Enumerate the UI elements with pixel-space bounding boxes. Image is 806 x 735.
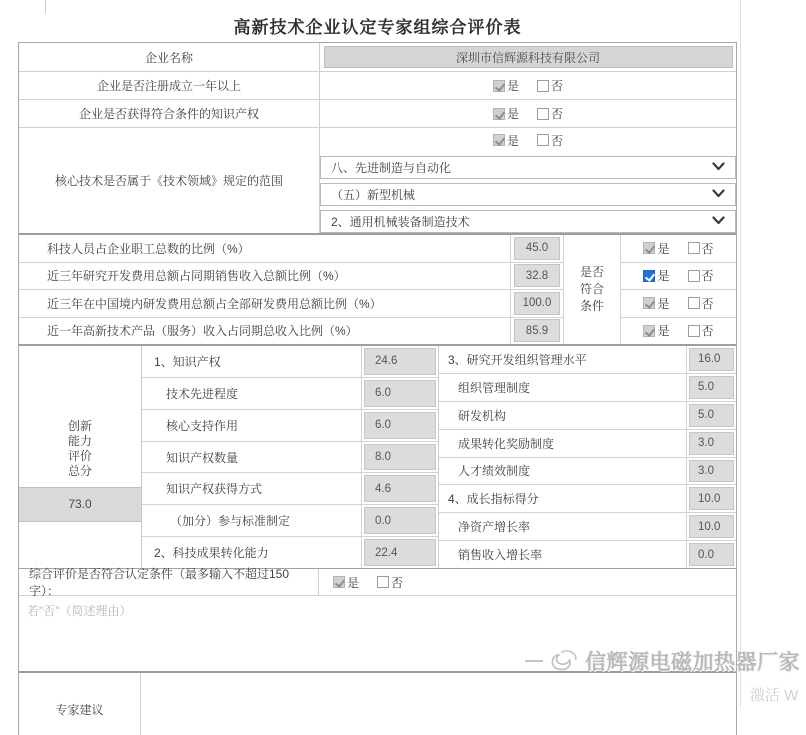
core-tech-row	[19, 128, 736, 233]
company-name-row	[19, 43, 736, 72]
score-value-field: 10.0	[689, 515, 734, 538]
score-item-label: 4、成长指标得分	[439, 485, 687, 512]
company-name-field: 深圳市信辉源科技有限公司	[324, 46, 733, 68]
score-item-label: 组织管理制度	[439, 374, 687, 401]
criteria-label: 近一年高新技术产品（服务）收入占同期总收入比例（%）	[19, 318, 511, 345]
score-value-field: 4.6	[364, 475, 436, 502]
score-item-label: 研发机构	[439, 402, 687, 429]
score-item-label: 3、研究开发组织管理水平	[439, 346, 687, 373]
tech-field-level3-value: 2、通用机械装备制造技术	[331, 215, 470, 229]
score-item-label: 1、知识产权	[142, 346, 362, 377]
yes-label: 是	[506, 107, 519, 121]
criteria-row	[19, 318, 563, 345]
registered-yes-checkbox	[493, 80, 505, 92]
score-value-field: 22.4	[364, 539, 436, 566]
chevron-down-icon	[712, 189, 725, 198]
score-value-field: 3.0	[689, 432, 734, 455]
page-edge-line	[740, 0, 741, 706]
innovation-total-score-field: 73.0	[19, 487, 141, 522]
no-label: 否	[701, 296, 714, 311]
ip-row	[19, 100, 736, 128]
core-tech-no-checkbox[interactable]	[537, 134, 549, 146]
score-item-label: 人才绩效制度	[439, 458, 687, 485]
score-item-label: 知识产权数量	[142, 442, 362, 473]
expert-suggestion-row	[19, 671, 736, 735]
score-item-label: 净资产增长率	[439, 513, 687, 540]
meets-condition-label: 是否 符合 条件	[563, 235, 621, 344]
registered-no-checkbox[interactable]	[537, 80, 549, 92]
yes-label: 是	[506, 133, 519, 148]
tech-field-level2-select[interactable]	[320, 183, 736, 206]
score-item-label: （加分）参与标准制定	[142, 505, 362, 536]
yes-label: 是	[347, 575, 360, 590]
no-label: 否	[551, 133, 564, 148]
score-item-label: 核心支持作用	[142, 410, 362, 441]
score-value-field: 5.0	[689, 404, 734, 427]
watermark-dash	[525, 660, 543, 662]
criteria-yes-checkbox	[643, 242, 655, 254]
no-label: 否	[551, 107, 564, 121]
page-title: 高新技术企业认定专家组综合评价表	[233, 18, 522, 37]
chevron-down-icon	[712, 162, 725, 171]
yes-label: 是	[657, 269, 670, 284]
ip-label: 企业是否获得符合条件的知识产权	[19, 100, 320, 127]
no-label: 否	[701, 269, 714, 284]
watermark	[525, 646, 800, 676]
innovation-score-section	[19, 344, 736, 568]
criteria-section	[19, 233, 736, 344]
criteria-row	[19, 235, 563, 263]
score-item-label: 知识产权获得方式	[142, 473, 362, 504]
tech-field-level1-select[interactable]	[320, 156, 736, 179]
watermark-text: 信辉源电磁加热器厂家	[585, 651, 800, 674]
overall-yes-checkbox	[333, 576, 345, 588]
expert-suggestion-label: 专家建议	[19, 673, 141, 735]
score-item-label: 2、科技成果转化能力	[142, 537, 362, 568]
yes-label: 是	[657, 241, 670, 256]
tech-field-level3-select[interactable]	[320, 210, 736, 233]
criteria-no-checkbox[interactable]	[688, 242, 700, 254]
ip-no-checkbox[interactable]	[537, 108, 549, 120]
score-value-field: 16.0	[689, 348, 734, 371]
score-value-field: 5.0	[689, 376, 734, 399]
criteria-value-field: 45.0	[514, 237, 560, 260]
criteria-label: 近三年在中国境内研发费用总额占全部研发费用总额比例（%）	[19, 290, 511, 317]
score-value-field: 0.0	[364, 507, 436, 534]
overall-evaluation-label: 综合评价是否符合认定条件（最多输入不超过150字）：	[19, 569, 319, 595]
registered-label: 企业是否注册成立一年以上	[19, 72, 320, 99]
registered-row	[19, 72, 736, 100]
criteria-label: 科技人员占企业职工总数的比例（%）	[19, 235, 511, 262]
tech-field-level1-value: 八、先进制造与自动化	[331, 161, 452, 175]
overall-no-checkbox[interactable]	[377, 576, 389, 588]
expert-suggestion-field[interactable]	[141, 673, 736, 735]
score-value-field: 10.0	[689, 487, 734, 510]
no-label: 否	[701, 241, 714, 256]
score-item-label: 销售收入增长率	[439, 541, 687, 568]
criteria-yes-checkbox[interactable]	[643, 270, 655, 282]
ip-yes-checkbox	[493, 108, 505, 120]
score-value-field: 6.0	[364, 412, 436, 439]
activation-watermark: 激活 W	[750, 687, 799, 704]
core-tech-yes-checkbox	[493, 134, 505, 146]
no-label: 否	[391, 575, 404, 590]
yes-label: 是	[657, 296, 670, 311]
criteria-yes-checkbox	[643, 297, 655, 309]
criteria-no-checkbox[interactable]	[688, 270, 700, 282]
criteria-yes-checkbox	[643, 325, 655, 337]
score-value-field: 3.0	[689, 460, 734, 483]
score-value-field: 0.0	[689, 543, 734, 566]
no-label: 否	[701, 324, 714, 339]
criteria-no-checkbox[interactable]	[688, 297, 700, 309]
yes-label: 是	[506, 79, 519, 93]
watermark-logo-icon	[548, 647, 580, 675]
page-margin-tick	[45, 0, 46, 13]
tech-field-level2-value: （五）新型机械	[331, 188, 416, 202]
evaluation-form	[18, 42, 737, 735]
chevron-down-icon	[712, 216, 725, 225]
criteria-value-field: 85.9	[514, 319, 560, 342]
criteria-row	[19, 290, 563, 318]
criteria-row	[19, 263, 563, 291]
innovation-total-cell	[19, 346, 142, 568]
company-name-label: 企业名称	[19, 43, 320, 71]
innovation-total-label: 创新 能力 评价 总分	[67, 418, 92, 478]
criteria-value-field: 32.8	[514, 264, 560, 287]
criteria-value-field: 100.0	[514, 292, 560, 315]
score-item-label: 技术先进程度	[142, 378, 362, 409]
criteria-no-checkbox[interactable]	[688, 325, 700, 337]
score-value-field: 8.0	[364, 444, 436, 471]
criteria-label: 近三年研究开发费用总额占同期销售收入总额比例（%）	[19, 263, 511, 290]
yes-label: 是	[657, 324, 670, 339]
score-value-field: 6.0	[364, 380, 436, 407]
no-label: 否	[551, 79, 564, 93]
overall-evaluation-row	[19, 567, 736, 598]
core-tech-label: 核心技术是否属于《技术领域》规定的范围	[19, 128, 320, 233]
score-item-label: 成果转化奖励制度	[439, 430, 687, 457]
score-value-field: 24.6	[364, 348, 436, 375]
